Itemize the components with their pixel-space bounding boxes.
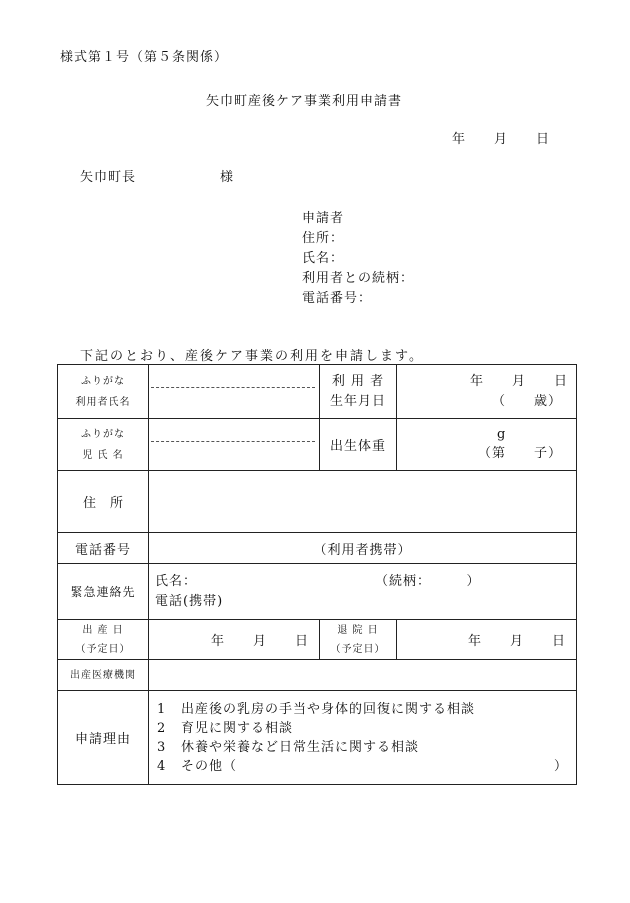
user-name-label: 利用者氏名 (75, 396, 131, 408)
child-furigana-line (151, 420, 315, 442)
child-furigana-label: ふりがな (81, 428, 125, 440)
dates-row (58, 620, 577, 660)
birth-weight-field[interactable] (397, 419, 577, 471)
emergency-name-label: 氏名： (155, 573, 198, 589)
user-name-label-cell (58, 365, 149, 419)
discharge-date-field[interactable]: 年 月 日 (397, 620, 577, 660)
emergency-label: 緊急連絡先 (58, 564, 149, 620)
weight-unit: g (497, 426, 507, 442)
reason-option-1[interactable] (149, 700, 576, 719)
form-number: 様式第１号（第５条関係） (60, 50, 229, 65)
child-name-label: 児 氏 名 (82, 449, 124, 461)
child-row (58, 419, 577, 471)
reason-close-paren: ） (554, 758, 569, 774)
discharge-date-label-2: （予定日） (330, 643, 386, 655)
address-label: 住所 (58, 471, 149, 533)
recipient: 矢巾町長 (80, 170, 137, 185)
reason-text: 休養や栄養など日常生活に関する相談 (181, 739, 420, 755)
phone-field[interactable] (149, 533, 577, 564)
applicant-name-label: 氏名： (302, 251, 345, 266)
applicant-relation-label: 利用者との続柄： (302, 271, 415, 286)
facility-label: 出産医療機関 (58, 660, 149, 691)
reason-text: 育児に関する相談 (181, 720, 294, 736)
phone-note: （利用者携帯） (313, 542, 412, 558)
applicant-heading: 申請者 (302, 211, 345, 226)
reason-option-3[interactable] (149, 738, 576, 757)
emergency-row (58, 564, 577, 620)
address-field[interactable] (149, 471, 577, 533)
birthdate-label-1: 利 用 者 (331, 373, 385, 389)
address-row (58, 471, 577, 533)
reason-label: 申請理由 (58, 691, 149, 785)
furigana-label: ふりがな (81, 375, 125, 387)
applicant-address-label: 住所： (302, 231, 345, 246)
form-title: 矢巾町産後ケア事業利用申請書 (206, 94, 403, 109)
discharge-date-label-cell (320, 620, 397, 660)
birth-order: （第 子） (478, 445, 563, 461)
reason-text: その他（ (181, 758, 238, 774)
emergency-phone-label: 電話(携帯) (155, 593, 224, 609)
reason-option-2[interactable] (149, 719, 576, 738)
application-table (57, 364, 577, 785)
birth-weight-label: 出生体重 (320, 419, 397, 471)
delivery-date-field[interactable]: 年 月 日 (149, 620, 320, 660)
delivery-date-label-1: 出 産 日 (82, 624, 124, 636)
reason-text: 出産後の乳房の手当や身体的回復に関する相談 (181, 701, 476, 717)
reason-number: 1 (157, 701, 167, 717)
age-value: （ 歳） (492, 393, 563, 409)
discharge-date-label-1: 退 院 日 (337, 624, 379, 636)
reason-row (58, 691, 577, 785)
reason-option-4[interactable] (149, 757, 576, 776)
birthdate-label-2: 生年月日 (329, 393, 386, 409)
furigana-line (151, 366, 315, 388)
reason-number: 2 (157, 720, 167, 736)
emergency-field[interactable] (149, 564, 577, 620)
user-name-field[interactable] (149, 365, 320, 419)
facility-row (58, 660, 577, 691)
reason-field (149, 691, 577, 785)
birthdate-value: 年 月 日 (470, 373, 569, 389)
intro-text: 下記のとおり、産後ケア事業の利用を申請します。 (80, 349, 424, 364)
emergency-relation-label: （続柄： ） (375, 573, 481, 589)
birthdate-label-cell (320, 365, 397, 419)
applicant-phone-label: 電話番号： (302, 291, 373, 306)
delivery-date-label-cell (58, 620, 149, 660)
phone-row (58, 533, 577, 564)
reason-number: 4 (157, 758, 167, 774)
delivery-date-label-2: （予定日） (75, 643, 131, 655)
birthdate-field[interactable] (397, 365, 577, 419)
facility-field[interactable] (149, 660, 577, 691)
recipient-honorific: 様 (220, 170, 235, 185)
phone-label: 電話番号 (58, 533, 149, 564)
reason-number: 3 (157, 739, 167, 755)
child-name-label-cell (58, 419, 149, 471)
user-row (58, 365, 577, 419)
submission-date: 年 月 日 (452, 132, 551, 147)
child-name-field[interactable] (149, 419, 320, 471)
